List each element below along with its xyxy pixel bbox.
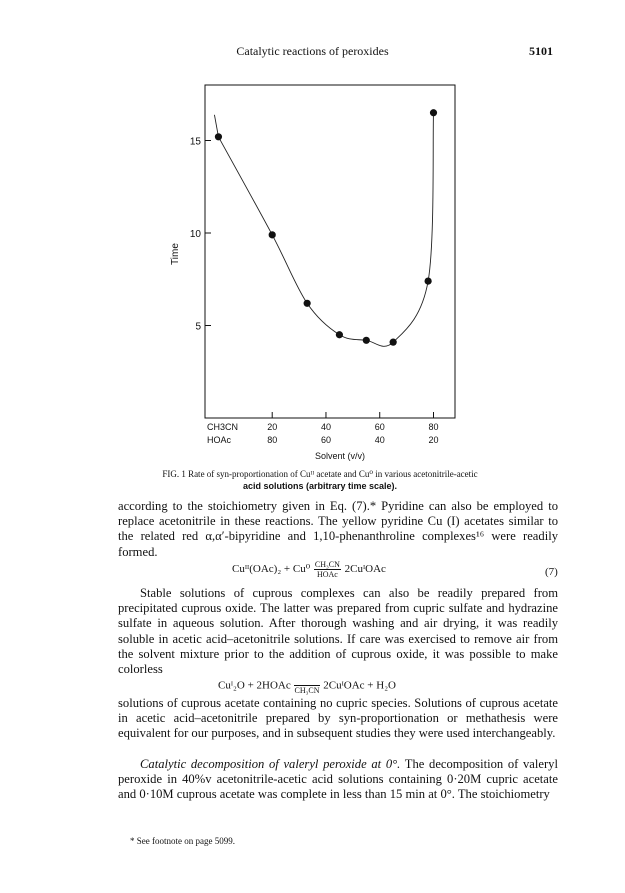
paragraph-4-text: The decomposition of valeryl peroxide in 40%v acetonitrile-acetic acid solutions containing 0·20M cupric acetate and 0·10M cuprous acetate was complete in less than 15 min at 0°. The stoichiometry [118, 757, 558, 802]
figure-1-chart [150, 80, 490, 480]
x-tick-label: 80 [428, 422, 439, 432]
paragraph-3: solutions of cuprous acetate containing no cupric species. Solutions of cuprous acetate in acetic acid–acetonitrile prepared by syn-proportionation or methathesis were equivalent for our purposes, and in subsequent studies they were used interchangeably. [118, 696, 558, 741]
eq7-under: HOAc [316, 570, 338, 579]
data-point [304, 300, 311, 307]
x-tick-label: 20 [428, 435, 439, 445]
eq7-right: 2CuᴵOAc [344, 563, 386, 576]
x-axis-label: Solvent (v/v) [314, 451, 366, 461]
caption-line-1: FIG. 1 Rate of syn-proportionation of Cuᴵᴵ acetate and Cu⁰ in various acetonitrile-acetic [162, 469, 478, 479]
eq8-arrow-conditions [294, 677, 319, 695]
data-point [215, 133, 222, 140]
x-tick-label: 40 [320, 422, 331, 432]
equation-7 [232, 560, 386, 579]
eq8-right: 2CuᴵOAc + H₂O [323, 679, 396, 692]
eq7-over: CH₃CN [314, 560, 340, 569]
plot-frame [205, 85, 455, 418]
data-point [430, 109, 437, 116]
y-axis-label: Time [170, 243, 181, 265]
paragraph-4-heading: Catalytic decomposition of valeryl peroxide at 0°. [140, 757, 401, 771]
x-tick-label: 60 [320, 435, 331, 445]
paragraph-2: Stable solutions of cuprous complexes can also be readily prepared from precipitated cuprous oxide. The latter was prepared from cupric sulfate and hydrazine sulfate in aqueous solution. After thorough washing and air drying, it was readily soluble in acetic acid–acetonitrile solutions. If care was exercised to remove air from the solvent mixture prior to the addition of cuprous oxide, it was possible to make colorless [118, 586, 558, 677]
x-tick-label: 20 [267, 422, 278, 432]
data-point [363, 337, 370, 344]
x-row-label: HOAc [207, 435, 232, 445]
caption-line-2: acid solutions (arbitrary time scale). [242, 481, 398, 491]
equation-8 [218, 677, 396, 695]
paragraph-4 [118, 757, 558, 803]
y-tick-label: 5 [195, 321, 201, 333]
x-row-label: CH3CN [207, 422, 239, 432]
eq7-arrow-conditions [314, 560, 341, 579]
data-point [336, 331, 343, 338]
page-number: 5101 [529, 44, 553, 58]
eq8-under: CH₃CN [294, 686, 320, 695]
eq8-left: Cuᴵ₂O + 2HOAc [218, 679, 291, 692]
equation-7-number: (7) [545, 566, 558, 578]
data-point [425, 278, 432, 285]
footnote: * See footnote on page 5099. [130, 836, 235, 846]
y-tick-label: 10 [189, 229, 201, 240]
paragraph-1: according to the stoichiometry given in Eq. (7).* Pyridine can also be employed to replace acetonitrile in these reactions. The yellow pyridine Cu (I) acetates similar to the related red α,α′-bipyridine and 1,10-phenanthroline complexes¹⁶ were readily formed. [118, 499, 558, 559]
running-header-title: Catalytic reactions of peroxides [236, 44, 389, 58]
eq7-left: Cuᴵᴵ(OAc)₂ + Cu⁰ [232, 563, 311, 576]
fitted-curve [214, 113, 433, 347]
x-tick-label: 40 [374, 435, 385, 445]
data-point [269, 231, 276, 238]
x-tick-label: 60 [374, 422, 385, 432]
data-point [390, 339, 397, 346]
x-tick-label: 80 [267, 435, 278, 445]
y-tick-label: 15 [189, 136, 201, 148]
figure-caption [90, 468, 550, 492]
